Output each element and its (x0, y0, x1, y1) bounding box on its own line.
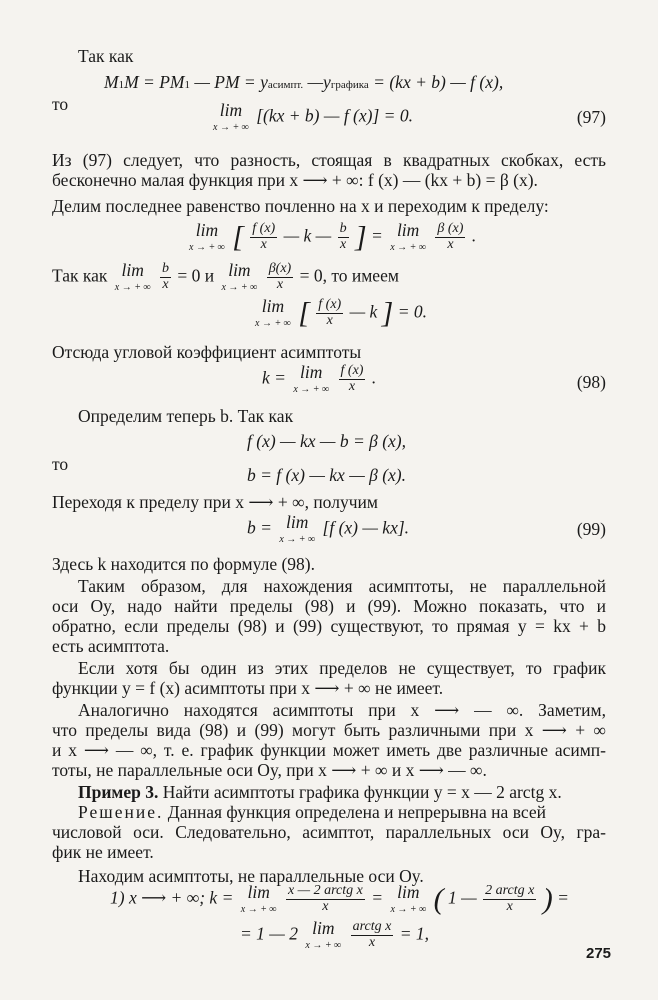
eq-part: = 1, (399, 923, 430, 944)
text-line-tak-kak: Так как (78, 46, 134, 66)
eq-part: — k — (283, 225, 332, 246)
fraction-num: f (x) (252, 221, 276, 237)
limit (221, 262, 257, 293)
fraction-num: f (x) (340, 363, 364, 379)
fraction (316, 298, 343, 328)
fraction-den: x (322, 898, 329, 914)
lim-sub: x → + ∞ (390, 903, 427, 915)
bracket-open: [ (298, 296, 310, 330)
eq-sub: асимпт. (267, 79, 304, 91)
fraction (160, 262, 171, 292)
equation-97 (210, 102, 413, 133)
paragraph-line: функции y = f (x) асимптоты при x ⟶ + ∞ не имеет. (52, 678, 444, 698)
paren-close: ) (542, 882, 553, 916)
fraction-num: 2 arctg x (485, 883, 535, 899)
eq-part: [(kx + b) — f (x)] = 0. (256, 105, 413, 126)
fraction (435, 222, 465, 252)
lim-word: lim (195, 220, 219, 240)
lim-word: lim (286, 512, 309, 532)
eq-part: M = PM (124, 72, 185, 92)
eq-part: . (371, 367, 377, 388)
paragraph-line: Делим последнее равенство почленно на x и переходим к пределу: (52, 196, 549, 216)
solution-text: Данная функция определена и непрерывна на всей (167, 802, 546, 822)
lim-sub: x → + ∞ (255, 317, 291, 329)
paragraph-line: что пределы вида (98) и (99) могут быть различными при x ⟶ + ∞ (52, 720, 606, 740)
fraction-den: x (368, 934, 376, 950)
paragraph-line: Аналогично находятся асимптоты при x ⟶ — ∞. Заметим, (78, 700, 606, 720)
paragraph-line: Находим асимптоты, не параллельные оси Oy. (78, 866, 424, 886)
lim-sub: x → + ∞ (114, 281, 151, 293)
limit (390, 884, 426, 915)
limit (115, 262, 151, 293)
eq-sub: 1 (118, 79, 125, 91)
fraction (483, 884, 536, 914)
eq-part: — k (349, 301, 378, 322)
eq-part: . (471, 225, 477, 246)
lim-word: lim (397, 882, 420, 902)
fraction (351, 920, 394, 950)
fraction (250, 222, 277, 252)
lim-word: lim (300, 362, 323, 382)
paragraph-line: тоты, не параллельные оси Oy, при x ⟶ + ∞ и x ⟶ — ∞. (52, 760, 487, 780)
text-to: то (52, 94, 69, 114)
fraction (338, 222, 349, 252)
paragraph-line: фик не имеет. (52, 842, 154, 862)
eq-part: [f (x) — kx]. (322, 517, 410, 538)
paragraph-line: и x ⟶ — ∞, т. е. график функции может иметь две различные асимп- (52, 740, 606, 760)
fraction (339, 364, 366, 394)
paren-open: ( (433, 882, 444, 916)
example-heading (78, 782, 562, 802)
paragraph-line: Определим теперь b. Так как (78, 406, 294, 426)
eq-part: = 1 — 2 (240, 923, 298, 944)
eq-part: = (557, 887, 569, 908)
equation-final-2 (240, 920, 429, 951)
eq-part: 1 — (448, 887, 477, 908)
page-number: 275 (586, 945, 612, 962)
fraction-num: β (x) (437, 221, 464, 237)
bracket-close: ] (354, 220, 367, 254)
equation-number-97: (97) (576, 107, 606, 127)
bracket-open: [ (232, 220, 244, 254)
text-part: = 0, то имеем (299, 265, 399, 286)
fraction-num: β(x) (268, 261, 292, 277)
fraction-den: x (260, 236, 267, 252)
solution-label: Решение. (78, 802, 164, 822)
fraction-den: x (447, 236, 454, 252)
eq-part: —y (307, 72, 331, 92)
lim-sub: x → + ∞ (213, 121, 249, 133)
lim-word: lim (121, 260, 144, 280)
example-label: Пример 3. (78, 782, 159, 802)
limit (293, 364, 329, 395)
lim-sub: x → + ∞ (221, 281, 258, 293)
lim-sub: x → + ∞ (279, 533, 316, 545)
eq-part: b = (247, 517, 272, 538)
paragraph-line: числовой оси. Следовательно, асимптот, параллельных оси Oy, гра- (52, 822, 606, 842)
lim-sub: x → + ∞ (240, 903, 277, 915)
paragraph-line: Из (97) следует, что разность, стоящая в квадратных скобках, есть (52, 150, 606, 170)
equation-number-98: (98) (576, 372, 606, 392)
fraction-den: x (162, 276, 169, 292)
paragraph-line-inline-limits (52, 262, 399, 293)
bracket-close: ] (381, 296, 394, 330)
paragraph-line: Таким образом, для нахождения асимптоты, не параллельной (78, 576, 606, 596)
equation-b1: f (x) — kx — b = β (x), (247, 431, 407, 451)
equation-k-zero (252, 298, 427, 329)
equation-final-1 (110, 884, 569, 915)
fraction (286, 884, 365, 914)
equation-m1m (104, 72, 503, 95)
lim-sub: x → + ∞ (390, 241, 427, 253)
eq-sub: 1 (184, 79, 190, 91)
fraction-den: x (348, 378, 356, 394)
equation-99 (247, 514, 409, 545)
eq-part: = (kx + b) — f (x), (373, 72, 504, 92)
eq-part: = (371, 225, 383, 246)
equation-b2: b = f (x) — kx — β (x). (247, 465, 407, 485)
lim-word: lim (396, 220, 420, 240)
fraction-num: b (339, 221, 347, 237)
eq-part: M (104, 72, 119, 92)
fraction (267, 262, 294, 292)
lim-sub: x → + ∞ (189, 241, 225, 253)
fraction-num: b (161, 261, 169, 277)
text-part: = 0 и (177, 265, 215, 286)
limit (213, 102, 249, 133)
eq-sub: графика (330, 79, 369, 91)
eq-part: = 0. (397, 301, 428, 322)
eq-part: = (371, 887, 384, 908)
paragraph-line: бесконечно малая функция при x ⟶ + ∞: f (x) — (kx + b) = β (x). (52, 170, 538, 190)
example-text: Найти асимптоты графика функции y = x — 2 arctg x. (162, 782, 562, 802)
text-to: то (52, 454, 69, 474)
lim-word: lim (247, 882, 270, 902)
fraction-num: f (x) (318, 297, 342, 313)
limit (189, 222, 225, 253)
paragraph-line: есть асимптота. (52, 636, 170, 656)
limit (241, 884, 277, 915)
eq-part: 1) x ⟶ + ∞; k = (110, 887, 234, 908)
lim-word: lim (228, 260, 251, 280)
lim-sub: x → + ∞ (305, 939, 342, 951)
limit (390, 222, 426, 253)
text-part: Так как (52, 265, 108, 286)
fraction-den: x (276, 276, 284, 292)
lim-word: lim (261, 296, 285, 316)
eq-part: — PM = y (194, 72, 268, 92)
paragraph-line: Здесь k находится по формуле (98). (52, 554, 315, 574)
equation-number-99: (99) (576, 519, 606, 539)
paragraph-line: Отсюда угловой коэффициент асимптоты (52, 342, 362, 362)
paragraph-line: Переходя к пределу при x ⟶ + ∞, получим (52, 492, 378, 512)
limit (255, 298, 291, 329)
limit (305, 920, 341, 951)
lim-word: lim (312, 918, 335, 938)
fraction-den: x (506, 898, 513, 914)
fraction-num: arctg x (352, 919, 392, 935)
equation-divided (186, 222, 476, 253)
fraction-den: x (339, 236, 347, 252)
limit (279, 514, 315, 545)
fraction-num: x — 2 arctg x (287, 883, 363, 899)
paragraph-line: обратно, если пределы (98) и (99) существуют, то прямая y = kx + b (52, 616, 606, 636)
fraction-den: x (326, 312, 333, 328)
solution-line (78, 802, 546, 822)
lim-word: lim (219, 100, 243, 120)
lim-sub: x → + ∞ (293, 383, 330, 395)
equation-98 (262, 364, 376, 395)
eq-part: k = (262, 367, 286, 388)
paragraph-line: оси Oy, надо найти пределы (98) и (99). Можно показать, что и (52, 596, 606, 616)
paragraph-line: Если хотя бы один из этих пределов не существует, то график (78, 658, 606, 678)
